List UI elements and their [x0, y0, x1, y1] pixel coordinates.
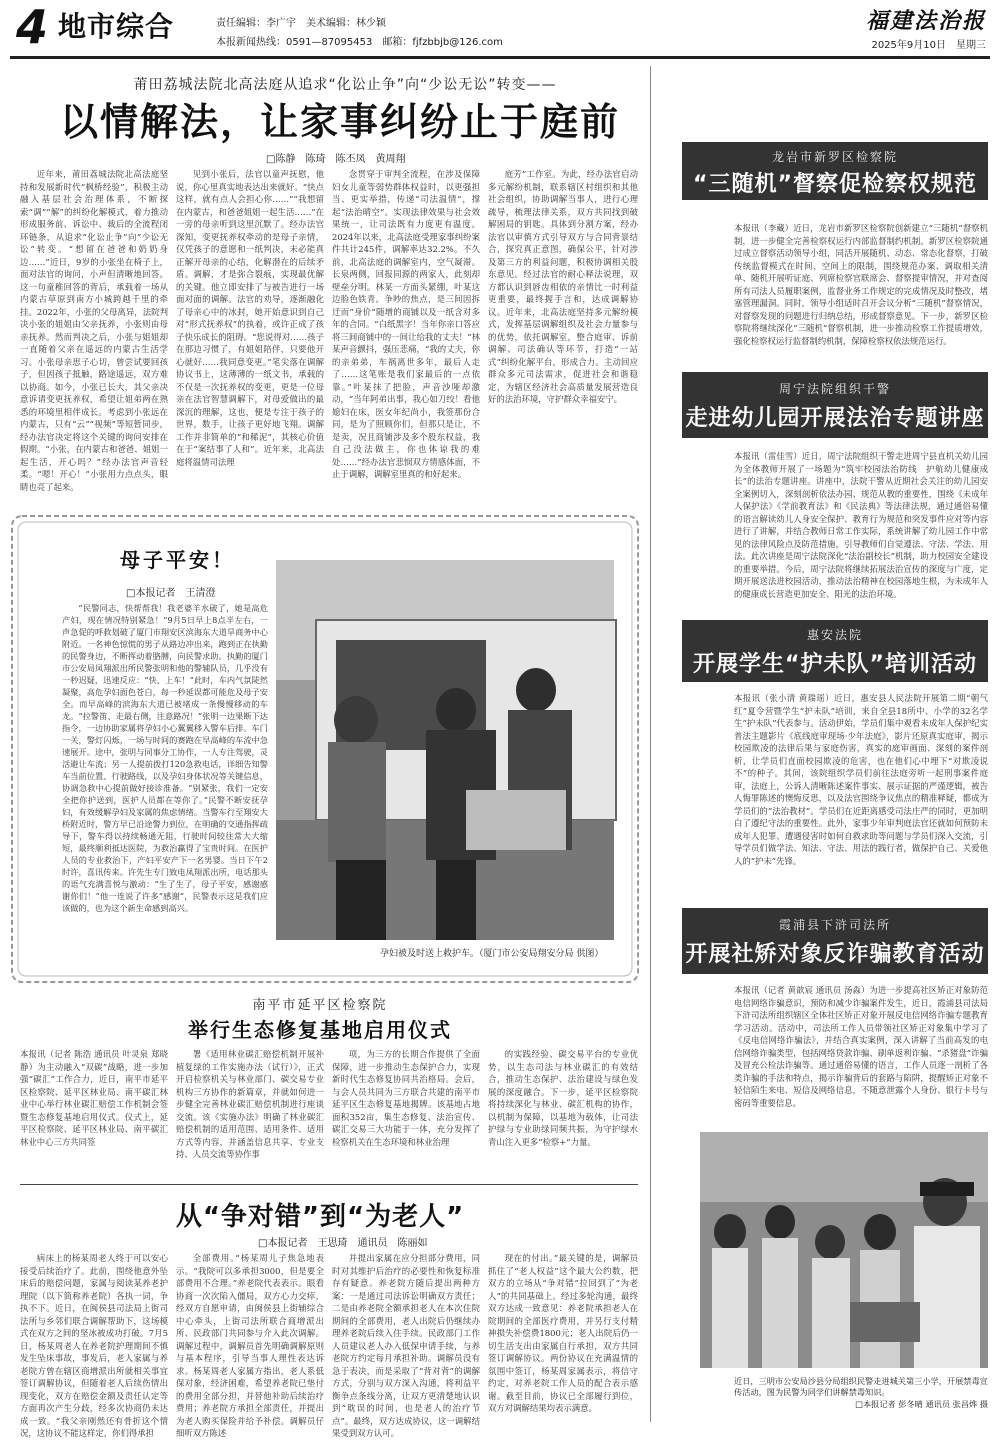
right-article-3-body [734, 692, 988, 896]
family-paragraph: 病床上的杨某周老人终于可以安心接受后续治疗了。此前，围绕他意外坠床后的赔偿问题，家属与阅读某养老护理院（以下简称养老院）各执一词，争执不下。近日，在闽侯县司法局上街司法所与乡邻们联合调解帮助下，这场模式在双方之间的坚冰被成功打破。7月5日，杨某周老人在养老院护理期间不慎发生坠床事故，事发后，老人家属与养老院方曾在辖区商增派出所就相关事宜签订调解协议，但随着老人后续伤情出现变化，双方在赔偿金额及责任认定等方面再次产生分歧，经多次协商仍未达成一致。“我父亲刚然还有骨折这个情况，这协议不能这样定，你们得承担 [20, 1253, 168, 1438]
lead-kicker: 莆田荔城法院北高法庭从追求“化讼止争”向“少讼无讼”转变—— [133, 77, 557, 93]
feature-headline: 母子平安！ [120, 548, 235, 572]
ambulance-scene-image [276, 560, 614, 940]
section-title: 地市综合 [58, 10, 175, 43]
right-article-3-header [682, 620, 988, 682]
right-article-2-body [734, 450, 988, 608]
eco-headline: 举行生态修复基地启用仪式 [188, 1018, 452, 1042]
eco-column-2 [176, 1048, 324, 1178]
lead-paragraph: 念贯穿于审判全流程，在涉及保障妇女儿童等弱势群体权益时，以更强担当、更实举措，传递“司法温情”，撑起“法治晴空”。实现法律效果与社会效果统一，让司法既有力度更有温度。2024年以来，北高法庭受理家事纠纷案件共计245件，调解率达32.2%。不久前，北高法庭的调解室内，空气凝滞。长泉两侧，回报同源的两家人，此刻却壁垒分明。林某一方面头紧绷，叶某这边脸色铁青。争吵的焦点，是三间因拆迁而“身价”随增的商铺以及一纸含对多年的合同。“白纸黑字！当年你亲口答应将三间商铺中的一间让给我的丈夫！”林某声音颤抖，强压悲痛，“我的丈夫，你的亲弟弟，车祸离世多年，最后人走了……这笔账是我们家最后的一点依靠。”叶某抹了把脸，声音沙哑却激动，“当年阿弟出事，我心如刀绞！看他媳妇在床，医女年纪尚小，我签那份合同，是为了照顾你们，但那只是让，不是卖，况且商铺涉及多个股东权益，我自己没法做主，你也体谅我的难处……”经办法官悲悯双方情感体面，不止于调解，调解室里真的和好起来。 [332, 169, 480, 479]
lead-paragraph: 庭芳”工作室。为此，经办法官启动多元解纷机制，联系辖区村组织和其他社会组织，协助调解当事人，进行心理疏导，梳理法律关系，双方共同找到破解困局的钥匙。具体到分割方案，经办法官以审慎方式引导双方与合同背景结合，探究真正意图，确保公平，针对涉及第三方的利益问题，积极协调相关股东意见。经过法官的耐心释法说理，双方都认识到唇齿相依的亲情比一时利益更重要，最终握手言和，达成调解协议。近年来，北高法庭坚持多元解纷模式，发挥基层调解组织及社会力量参与的优势，依托调解室，整合庭审、诉前调解、司法确认等环节，打造“一站式”纠纷化解平台，形成合力。主动回应群众多元司法需求，促进社会和谐稳定，为辖区经济社会高质量发展营造良好的法治环境，守护群众幸福安宁。 [488, 169, 638, 404]
right-article-1-paragraph: 本报讯（李藏）近日，龙岩市新罗区检察院创新建立“三随机”督察机制，进一步健全完善检察权运行内部监督制约机制。新罗区检察院通过成立督察活动领导小组，同活开展随机、动态、常态化督察，打破传统监督模式在时间、空间上的限制，围绕规范办案、调取相关清单、随机开展听证庭、列席检察官联席会、督察提审情况，并对查阅所有司法人员履职案例，监督业务工作规定的完成情况及时整改，堵塞管理漏洞。同时，领导小组适时召开会议分析“三随机”督察情况，对督察发现的问题进行归纳总结，形成督察意见。下一步，新罗区检察院将继续深化“三随机”督察机制，进一步推动检察工作提质增效，强化检察权运行监督制约机制，保障检察权依法规范运行。 [734, 223, 988, 346]
right-article-4-headline: 开展社矫对象反诈骗教育活动 [685, 942, 985, 967]
family-column-4 [488, 1252, 638, 1424]
eco-column-4 [488, 1048, 638, 1178]
lead-column-2 [176, 168, 324, 500]
classroom-scene-image [700, 1132, 988, 1368]
eco-kicker: 南平市延平区检察院 [252, 998, 388, 1013]
family-paragraph: 现在的付出。”最关键的是，调解员抓住了“老人权益”这个最大公约数，把双方的立场从“争对错”拉回到了“为老人”的共同基础上。经过多轮沟通，最终双方达成一致意见：养老院承担老人在院期间的全部医疗费用，并另行支付精神损失补偿费1800元；老人出院后仍一切生活支出由家属自行承担，双方共同签订调解协议。两份协议在充满温情的氛围中签订，杨某周家属表示，将信守约定，对养老院工作人员的配合表示感谢。截至目前，协议已全部履行到位，双方对调解结果均表示满意。 [488, 1253, 638, 1413]
feature-paragraph: “民警同志，快帮帮我！我老婆羊水破了，她是高危产妇，现在情况特别紧急！”9月5日早上8点半左右，一声急促的呼救划破了厦门市翔安区滨海东大道旱商务中心附近。一名神色惊慌的男子从路边冲出来，跑到正在执勤的民警身边，不断挥动着胳膊，向民警求助。执勤的厦门市公安局凤翔派出所民警张明和他的警辅队员，几乎没有一秒迟疑，迅速反应：“快，上车！”此时，车内气氛陡然凝聚，高危孕妇面色苍白，每一秒延误都可能危及母子安全。而早高峰的滨海东大道已被堵成一条慢慢移动的车龙。“拉警笛、走最右侧，注意路况！”张明一边果断下达指令，一边协助家属将孕妇小心翼翼移入警车后排。车门一关，警灯闪烁，一场与时间的赛跑在早高峰的车流中急速展开。途中，张明与同事分工协作，一人专注驾驶，灵活避让车流；另一人提前拨打120急救电话，详细告知警车当前位置、行驶路线，以及孕妇身体状况等关键信息，协调急救中心提前做好接诊准备。“别紧张，我们一定安全把你护送到，医护人员都在等你了。”民警不断安抚孕妇，有效缓解孕妇及家属的焦虑情绪。当警车行至翔安大桥附近时，警方早已沿途警力到位，在明确的交通指挥疏导下，警车得以持续畅通无阻，行驶时间较往常大大缩短，最终顺利抵达医院，为救治赢得了宝贵时间。在医护人员的专业救治下，产妇平安产下一名男婴。当日下午2时许，喜讯传来。许先生专门致电凤翔派出所，电话那头的语气充满喜悦与激动：“生了生了，母子平安，感谢感谢你们！”他一连说了许多“感谢”，民警表示这是我们应该做的，也为这个新生命感到高兴。 [62, 603, 268, 913]
right-photo-caption [734, 1376, 988, 1410]
family-column-1 [20, 1252, 168, 1438]
lead-paragraph: 见到小张后，法官以童声抚慰，他说，你心里真实地表达出来就好。“快点这样，就有点人会担心你……”“我想留在内蒙古，和爸爸姐姐一起生活……”在一旁的母亲听到这里沉默了。经办法官深知，变更抚养权牵动的是母子亲情，仅凭孩子的意愿和一纸判决，未必能真正解开母亲的心结，化解潜在的后续矛盾。调解，才是弥合裂痕，实现最优解的关键。他立即安排了与被告进行一场面对面的调解。法官的劝导，逐渐融化了母亲心中的冰封，她开始意识到自己对“形式抚养权”的执着，或许正成了孩子快乐成长的阻碍。“您说得对……孩子在那边习惯了，有姐姐陪伴，只要他开心就好……我同意变更。”笔尖落在调解协议书上，这薄薄的一纸文书，承载的不仅是一次抚养权的变更，更是一位母亲在法官智慧调解下，对母爱做出的最深沉的理解，这也，便是专注于孩子的世界，数手，让孩子更好地飞翔。调解工作并非简单的“和稀泥”，其核心价值在于“案结事了人和”。近年来，北高法庭将温情司法理 [176, 169, 324, 467]
eco-column-3 [332, 1048, 480, 1178]
masthead [0, 0, 1000, 58]
lead-byline: □陈静 陈琦 陈丕凤 黄周翔 [266, 154, 406, 165]
family-column-2 [176, 1252, 324, 1438]
eco-paragraph: 本报讯（记者 陈浩 通讯员 叶灵泉 郑晓静）为主动融入“双碳”战略，进一步加强“碳汇”工作合力，近日，南平市延平区检察院、延平区林业局、南平碳汇林业中心举行林业碳汇赔偿工作机制会签暨生态修复基地启用仪式。仪式上，延平区检察院、延平区林业局、南平碳汇林业中心三方共同签 [20, 1049, 168, 1147]
page-number: 4 [16, 0, 49, 54]
lead-headline: 以情解法，让家事纠纷止于庭前 [59, 100, 620, 144]
right-article-1-header [682, 142, 988, 228]
right-photo-credit: □本报记者 彭冬晴 通讯员 张昌烨 摄 [855, 1399, 988, 1409]
paper-name-logo: 福建法治报 [865, 8, 986, 34]
hotline-line: 本报新闻热线：0591—87095453 邮箱：fjfzbbjb@126.com [216, 37, 503, 48]
family-paragraph: 并提出家属在应分担部分费用，同时对其维护后治疗的必要性和恢复标准存有疑意。养老院方随后提出两种方案：一是通过司法诉讼明确双方责任；二是由养老院全额承担老人在本次住院期间的全部费用，老人出院后仍继续办理养老院后续入住手续。民政部门工作人员建议老人办入低保申请手续，与养老院方约定每月承担补助。调解员没有急于表决，而是采取了“背对背”的调解方式，分别与双方深入沟通，将利益平衡争点条线分离，让双方更清楚地认识到“耽误的时间，也是老人的治疗节点”。最终，双方达成协议，这一调解结果受到双方认可。 [332, 1253, 480, 1438]
eco-paragraph: 署《适用林业碳汇赔偿机制开展补植复绿的工作实施办法（试行）》，正式开启检察机关与林业部门、碳交易专业机构三方协作的新篇章，并就如何进一步健全完善林业碳汇赔偿机制进行座谈交流。该《实施办法》明确了林业碳汇赔偿机制的适用范围、适用条件、适用方式等内容，并涵盖信息共享、专业支持、人员交流等协作事 [176, 1049, 324, 1159]
right-article-4-kicker: 霞浦县下浒司法所 [778, 918, 891, 932]
right-photo-caption-text: 近日，三明市公安局沙县分局组织民警走进城关第三小学，开展禁毒宣传活动，图为民警为同学们讲解禁毒知识。 [734, 1376, 988, 1397]
feature-photo [276, 560, 614, 940]
family-headline: 从“争对错”到“为老人” [175, 1202, 465, 1232]
right-article-1-kicker: 龙岩市新罗区检察院 [771, 150, 898, 164]
column-divider [650, 66, 651, 1422]
eco-paragraph: 项，为三方的长期合作提供了全面保障，进一步推动生态保护合力，实现新时代生态修复协同共治格局。会后，与会人员共同为三方联合共建的南平市延平区生态修复基地揭牌。该基地占地面积352亩，集生态修复、法治宣传、碳汇交易三大功能于一体，充分发挥了检察机关在生态环境和林业治理 [332, 1049, 480, 1147]
family-column-3 [332, 1252, 480, 1438]
right-article-2-headline: 走进幼儿园开展法治专题讲座 [685, 406, 985, 431]
feature-photo-caption: 孕妇被及时送上救护车。（厦门市公安局翔安分局 供图） [380, 949, 604, 959]
feature-body [62, 602, 268, 958]
right-article-3-paragraph: 本报讯（张小清 黄瑞瑶）近日，惠安县人民法院开展第二期“朝气红”夏令营暨学生“护未队”培训，来自全县18所中、小学的32名学生“护未队”代表参与。活动伊始，学员们集中观看未成年人保护纪实普法主题影片《底线庭审现场·少年法庭》，影片还原真实庭审，揭示校园欺凌的法律后果与家庭伤害，真实的庭审画面、深刻的案件剖析，让学员们直面校园欺凌的危害，也在他们心中埋下“对欺凌说不”的种子。其间，该院组织学员们前往法庭旁听一起刑事案件庭审，法庭上，公诉人清晰陈述案件事实、展示证据的严谨逻辑，被告人悔罪陈述的懊悔反思，以及法官围绕争议焦点的精准释疑，都成为学员们的“法治教材”。学员们在近距离感受司法庄严的同时，更加明白了遵纪守法的重要性。此外，家事少年审判庭法官还就如何预防未成年人犯罪、遭遇侵害时如何自救求助等问题与学员们深入交流，引导学员们做学法、知法、守法、用法的践行者，做保护自己、关爱他人的“护未”先锋。 [734, 693, 988, 866]
feature-byline: □本报记者 王清澄 [126, 588, 216, 599]
lead-column-1 [20, 168, 168, 500]
right-article-2-header [682, 372, 988, 438]
right-article-2-paragraph: 本报讯（雷佳雪）近日，周宁法院组织干警走进周宁县直机关幼儿园为全体教师开展了一场题为“筑牢校园法治防线 护航幼儿健康成长”的法治专题讲座。讲座中，法院干警从近期社会关注的幼儿园安全案例切入，深刻剖析依法办园、规范从教的重要性，围绕《未成年人保护法》《学前教育法》和《民法典》等法律法规，通过通俗易懂的语言解读幼儿人身安全保护、教育行为规范和突发事件应对等内容进行了讲解，并结合教师日常工作实际，系统讲解了幼儿园工作中常见的法律风险点及防范措施，引导教师们自觉遵法、守法、学法、用法。此次讲座是周宁法院深化“法治副校长”机制，助力校园安全建设的重要举措。今后，周宁法院将继续拓展法治宣传的深度与广度，定期开展送法进校园活动，推动法治精神在校园落地生根，为未成年人的健康成长营造更加安全、阳光的法治环境。 [734, 451, 988, 599]
right-article-1-body [734, 222, 988, 360]
eco-paragraph: 的实践经验、碳交易平台的专业优势，以生态司法与林业碳汇的有效结合，推动生态保护、法治建设与绿色发展的深度融合。下一步，延平区检察院将持续深化与林业、碳汇机构的协作，以机制为保障，以基地为载体，让司法护绿与专业助绿同频共振，为守护绿水青山注入更多“检察+”力量。 [488, 1049, 638, 1147]
masthead-rule [10, 56, 990, 59]
lead-column-4 [488, 168, 638, 500]
right-article-4-header [682, 908, 988, 974]
right-article-3-kicker: 惠安法院 [806, 628, 863, 642]
family-paragraph: 全部费用。”杨某周儿子焦急地表示。“我院可以多承担3000，但是要全部费用不合理。”养老院代表表示。眼看协商一次次陷入僵局，双方心力交瘁，经双方自愿申请，由闽侯县上街辅综合中心牵头，上街司法所联合商增派出所、民政部门共同参与介入此次调解。调解过程中，调解员首先明确调解原则与基本程序，引导当事人理性表达诉求。杨某周老人家属方指出，老人系低保对象，经济困难，希望养老院已垫付的费用全部分担，并替他补助后续治疗费用；养老院方承担全部责任，并提出为老人购买保险并给予补偿。调解员仔细听双方陈述 [176, 1253, 324, 1438]
eco-column-1 [20, 1048, 168, 1178]
editor-line: 责任编辑：李广宇 美术编辑：林少颖 [216, 18, 386, 29]
right-article-3-headline: 开展学生“护未队”培训活动 [693, 652, 977, 677]
lead-column-3 [332, 168, 480, 500]
right-article-2-kicker: 周宁法院组织干警 [778, 382, 891, 396]
right-article-1-headline: “三随机”督察促检察权规范运行 [693, 172, 977, 228]
lead-paragraph: 近年来，莆田荔城法院北高法庭坚持和发展新时代“枫桥经验”，积极主动融入基层社会治理体系，不断探索“调”“解”的纠纷化解模式，着力推动形成服务前、诉讼中、裁后的全流程闭环链条，从追求“化讼止争”向“少讼无讼”转变。“想留在爸爸和奶奶身边……”近日，9岁的小张坐在椅子上，面对法官的询问，小声但清晰地回答。这一句童稚回答的背后，承载着一场从内蒙古草原到南方小城跨越千里的牵挂。2022年，小张的父母离异，法院判决小张的姐姐由父亲抚养，小张则由母亲抚养。然而判决之后，小张与姐姐却一直随着父亲在遥远的内蒙古生活学习。小张母亲思子心切，曾尝试要回孩子，但因孩子抵触，路途遥远，双方难以协商。如今，小张已长大，其父亲决意诉请变更抚养权，希望让姐弟两在熟悉的环境里相伴成长。考虑到小张远在内蒙古，只有“云”“视频”等短暂同步，经办法官决定将这个关键的询问安排在假期。“小张，在内蒙古和爸爸、姐姐一起生活，开心吗？”经办法官声音轻柔。“嗯！开心！”小张用力点点头，眼睛也亮了起来。 [20, 169, 168, 492]
right-article-4-body [734, 984, 988, 1120]
right-article-4-paragraph: 本报讯（记者 黄歆宸 通讯员 汤淼）为进一步提高社区矫正对象防范电信网络诈骗意识，预防和减少诈骗案件发生，近日，霞浦县司法局下浒司法所组织辖区全体社区矫正对象开展反电信网络诈骗专题教育学习活动。活动中，司法所工作人员带领社区矫正对象集中学习了《反电信网络诈骗法》，并结合真实案例，深入讲解了当前高发的电信网络诈骗类型，包括网络贷款诈骗、刷单返利诈骗、“杀猪盘”诈骗及冒充公检法诈骗等。通过通俗易懂的语言，工作人员逐一剖析了各类诈骗的手法和特点，揭示诈骗背后的套路与陷阱，提醒矫正对象不轻信陌生来电、短信及网络信息，不随意泄露个人身份、银行卡号与密码等重要信息。 [734, 985, 988, 1108]
right-photo [700, 1132, 988, 1368]
eco-bottom-rule [20, 1184, 638, 1185]
family-byline: □本报记者 王思琦 通讯员 陈丽如 [258, 1238, 428, 1249]
date-line: 2025年9月10日 星期三 [871, 40, 986, 51]
